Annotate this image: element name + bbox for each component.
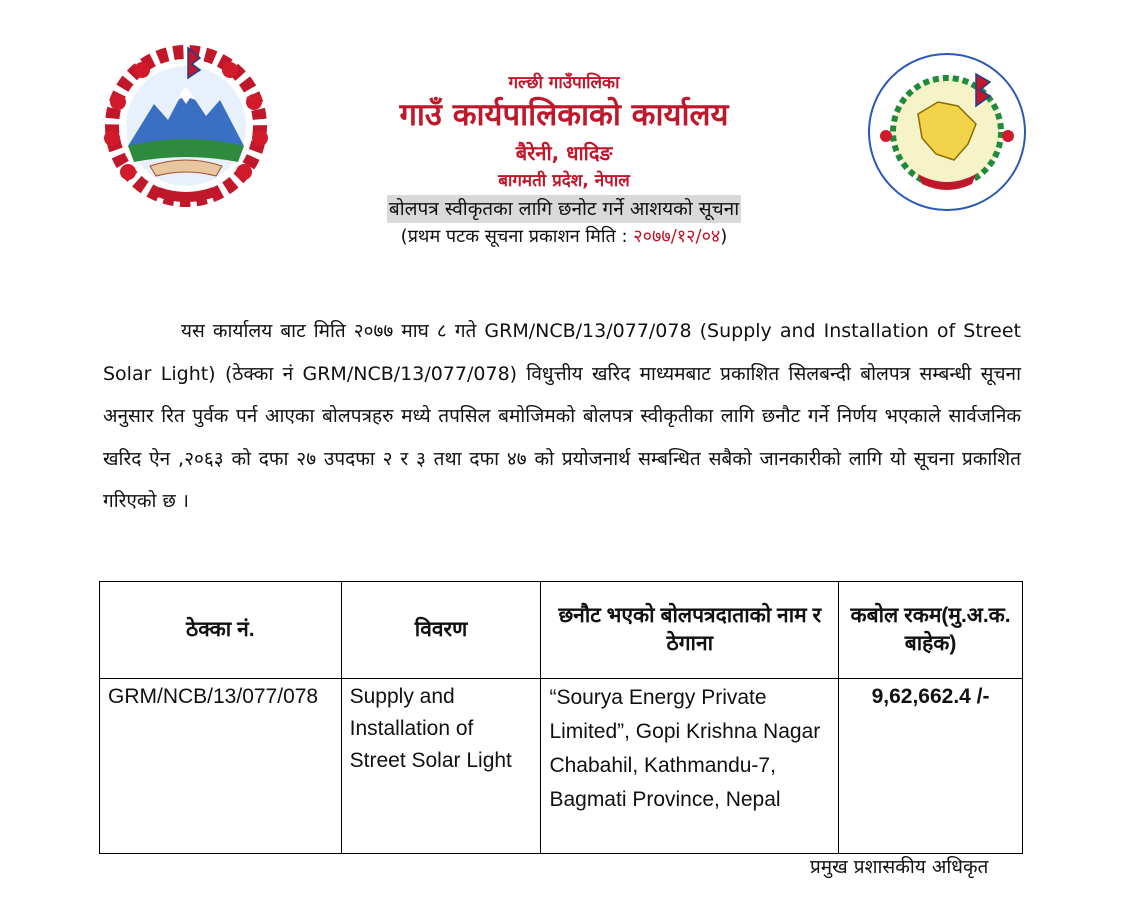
signature-title: प्रमुख प्रशासकीय अधिकृत bbox=[810, 856, 989, 878]
province-name: बागमती प्रदेश, नेपाल bbox=[498, 171, 630, 191]
table-row bbox=[100, 679, 1023, 854]
publish-suffix: ) bbox=[720, 226, 728, 247]
letterhead bbox=[290, 72, 838, 251]
office-location: बैरेनी, धादिङ bbox=[515, 141, 613, 165]
header-description: विवरण bbox=[341, 582, 541, 679]
bid-table bbox=[99, 581, 1023, 854]
header-contract-no: ठेक्का नं. bbox=[100, 582, 342, 679]
galchhi-municipality-logo bbox=[858, 44, 1036, 220]
publish-date-line bbox=[290, 223, 838, 251]
header-amount: कबोल रकम(मु.अ.क. बाहेक) bbox=[839, 582, 1023, 679]
notice-title: बोलपत्र स्वीकृतका लागि छनोट गर्ने आशयको सूचना bbox=[387, 195, 741, 223]
notice-paragraph: यस कार्यालय बाट मिति २०७७ माघ ८ गते GRM/NCB/13/077/078 (Supply and Installation of Street Solar Light) (ठेक्का नं GRM/NCB/13/077/078) विधुत्तीय खरिद माध्यमबाट प्रकाशित सिलबन्दी बोलपत्र सम्बन्धी सूचना अनुसार रित पुर्वक पर्न आएका बोलपत्रहरु मध्ये तपसिल बमोजिमको बोलपत्र स्वीकृतीका लागि छनौट गर्ने निर्णय भएकाले सार्वजनिक खरिद ऐन ,२०६३ को दफा २७ उपदफा २ र ३ तथा दफा ४७ को प्रयोजनार्थ सम्बन्धित सबैको जानकारीको लागि यो सूचना प्रकाशित गरिएको छ । bbox=[103, 320, 1021, 512]
notice-body bbox=[103, 310, 1021, 523]
municipality-name: गल्छी गाउँपालिका bbox=[508, 73, 620, 93]
cell-amount: 9,62,662.4 /- bbox=[839, 679, 1023, 854]
cell-bidder: “Sourya Energy Private Limited”, Gopi Krishna Nagar Chabahil, Kathmandu-7, Bagmati Province, Nepal bbox=[541, 679, 839, 854]
office-name: गाउँ कार्यपालिकाको कार्यालय bbox=[399, 97, 729, 133]
nepal-emblem-logo bbox=[88, 42, 284, 210]
table-header-row bbox=[100, 582, 1023, 679]
publish-prefix: (प्रथम पटक सूचना प्रकाशन मिति : bbox=[400, 226, 634, 247]
cell-contract-no: GRM/NCB/13/077/078 bbox=[100, 679, 342, 854]
header-bidder: छनौट भएको बोलपत्रदाताको नाम र ठेगाना bbox=[541, 582, 839, 679]
cell-description: Supply and Installation of Street Solar Light bbox=[341, 679, 541, 854]
publish-date: २०७७/१२/०४ bbox=[633, 226, 721, 247]
